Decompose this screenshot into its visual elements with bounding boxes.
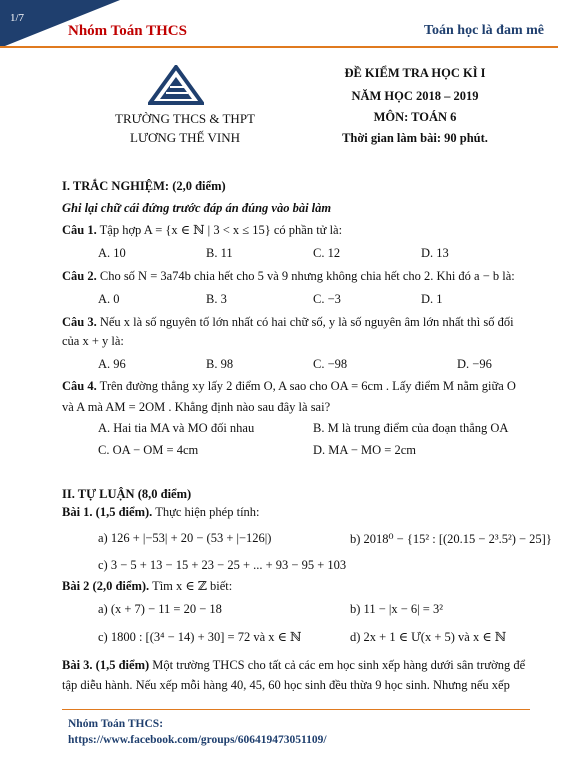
q2-option-a: A. 0	[98, 292, 120, 306]
q1-option-d: D. 13	[421, 246, 449, 260]
school-name-line2: LƯƠNG THẾ VINH	[130, 130, 240, 145]
part1-title: I. TRẮC NGHIỆM: (2,0 điểm)	[62, 179, 226, 193]
slogan: Toán học là đam mê	[423, 23, 544, 38]
exam-time: Thời gian làm bài: 90 phút.	[342, 131, 488, 145]
header-divider	[0, 46, 558, 48]
school-name-line1: TRƯỜNG THCS & THPT	[115, 111, 255, 126]
q4-option-a: A. Hai tia MA và MO đối nhau	[98, 421, 255, 435]
q3-text: Nếu x là số nguyên tố lớn nhất có hai chữ số, y là số nguyên âm lớn nhất thì số đối	[99, 315, 514, 329]
q4-text: Trên đường thẳng xy lấy 2 điểm O, A sao cho OA = 6cm . Lấy điểm M nằm giữa O	[99, 379, 516, 393]
b2-label: Bài 2 (2,0 điểm).	[62, 579, 150, 593]
footer-divider	[62, 709, 530, 710]
b2-part-c: c) 1800 : [(3⁴ − 14) + 30] = 72 và x ∈ ℕ	[98, 630, 302, 644]
exam-title: ĐỀ KIỂM TRA HỌC KÌ I	[344, 66, 486, 80]
brand-title: Nhóm Toán THCS	[68, 23, 187, 39]
b2-part-a: a) (x + 7) − 11 = 20 − 18	[98, 602, 222, 616]
q3-option-d: D. −96	[457, 357, 492, 371]
q4-option-c: C. OA − OM = 4cm	[98, 443, 199, 457]
page-number: 1/7	[10, 12, 25, 24]
part1-instruction: Ghi lại chữ cái đứng trước đáp án đúng vào bài làm	[62, 201, 332, 215]
b1-part-c: c) 3 − 5 + 13 − 15 + 23 − 25 + ... + 93 − 95 + 103	[98, 558, 347, 572]
b3-text-cont: tập diễu hành. Nếu xếp mỗi hàng 40, 45, 60 học sinh đều thừa 9 học sinh. Nhưng nếu xếp	[62, 678, 510, 692]
b2-part-d: d) 2x + 1 ∈ Ư(x + 5) và x ∈ ℕ	[350, 630, 507, 644]
footer-group-link[interactable]: https://www.facebook.com/groups/606419473051109/	[68, 734, 327, 746]
school-logo-icon	[148, 65, 204, 105]
q2-option-d: D. 1	[421, 292, 443, 306]
q3-line	[62, 315, 514, 330]
b2-part-b: b) 11 − |x − 6| = 3²	[350, 602, 443, 616]
q2-text: Cho số N = 3a74b chia hết cho 5 và 9 nhưng không chia hết cho 2. Khi đó a − b là:	[99, 269, 515, 283]
q3-text-cont: của x + y là:	[62, 334, 124, 348]
part2-title: II. TỰ LUẬN (8,0 điểm)	[62, 487, 192, 501]
q3-option-b: B. 98	[206, 357, 234, 371]
footer-group-name: Nhóm Toán THCS:	[68, 718, 164, 730]
b2-line	[62, 578, 232, 594]
q2-option-b: B. 3	[206, 292, 227, 306]
q1-text: Tập hợp A = {x ∈ ℕ | 3 < x ≤ 15} có phần tử là:	[99, 223, 343, 237]
b3-label: Bài 3. (1,5 điểm)	[62, 658, 150, 672]
b2-text: Tìm x ∈ ℤ biết:	[152, 579, 233, 593]
q1-line	[62, 222, 342, 238]
q4-text-cont: và A mà AM = 2OM . Khẳng định nào sau đây là sai?	[62, 400, 331, 414]
exam-subject: MÔN: TOÁN 6	[373, 110, 457, 124]
q2-option-c: C. −3	[313, 292, 341, 306]
q3-label: Câu 3.	[62, 315, 97, 329]
q4-option-b: B. M là trung điểm của đoạn thẳng OA	[313, 421, 509, 435]
b1-part-b: b) 2018⁰ − {15² : [(20.15 − 2³.5²) − 25]}	[350, 532, 552, 546]
exam-year: NĂM HỌC 2018 – 2019	[351, 89, 479, 103]
q2-line	[62, 269, 515, 284]
q1-option-a: A. 10	[98, 246, 126, 260]
q4-label: Câu 4.	[62, 379, 97, 393]
b1-text: Thực hiện phép tính:	[155, 505, 260, 519]
b1-label: Bài 1. (1,5 điểm).	[62, 505, 153, 519]
b1-line	[62, 505, 260, 520]
b1-part-a: a) 126 + |−53| + 20 − (53 + |−126|)	[98, 531, 272, 545]
q3-option-c: C. −98	[313, 357, 348, 371]
q4-option-d: D. MA − MO = 2cm	[313, 443, 416, 457]
q1-option-c: C. 12	[313, 246, 341, 260]
q1-label: Câu 1.	[62, 223, 97, 237]
b3-line	[62, 658, 525, 673]
b3-text: Một trường THCS cho tất cả các em học sinh xếp hàng dưới sân trường để	[152, 658, 526, 672]
q3-option-a: A. 96	[98, 357, 126, 371]
q1-option-b: B. 11	[206, 246, 233, 260]
q4-line	[62, 379, 516, 394]
q2-label: Câu 2.	[62, 269, 97, 283]
